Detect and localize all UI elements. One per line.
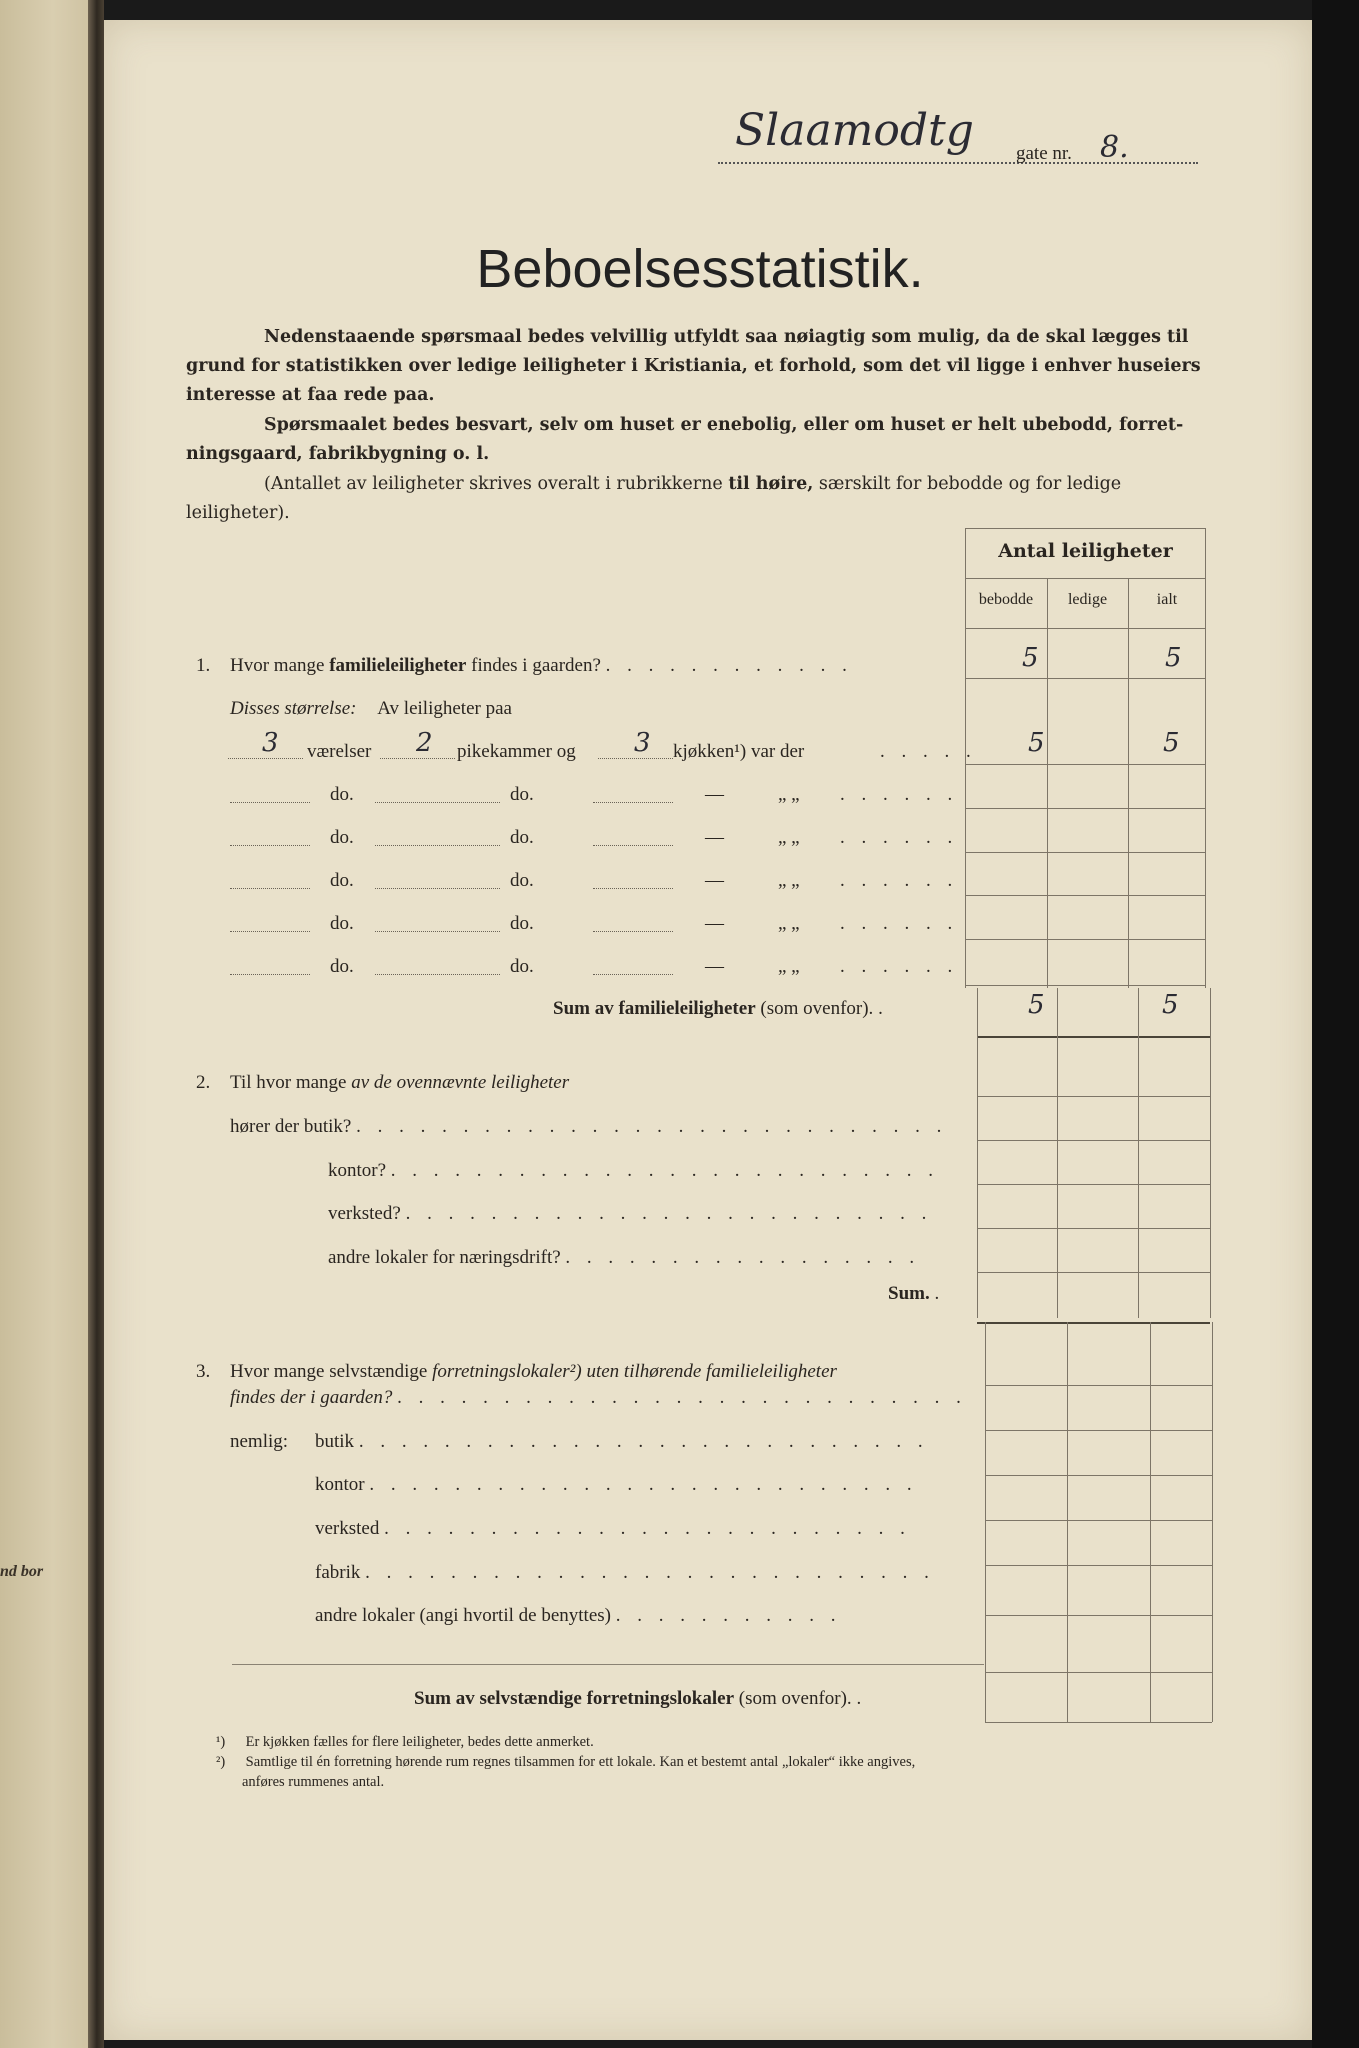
leader-dots: . bbox=[856, 1688, 868, 1709]
footnote-text: Samtlige til én forretning hørende rum regnes tilsammen for ett lokale. Kan et bestemt antal „lokaler“ ikke angives, bbox=[245, 1754, 916, 1770]
intro-line: ningsgaard, fabrikbygning o. l. bbox=[186, 444, 490, 464]
fill-line bbox=[598, 758, 673, 759]
intro-line bbox=[186, 470, 1201, 499]
q3-row-label: andre lokaler (angi hvortil de benyttes) bbox=[315, 1605, 611, 1626]
intro-text: særskilt for bebodde og for ledige bbox=[818, 474, 1122, 494]
q3-nemlig: nemlig: bbox=[230, 1431, 289, 1452]
q2-row-label: verksted? bbox=[328, 1203, 401, 1224]
q3-question-line2 bbox=[230, 1387, 967, 1409]
leader-dots: . . . . . . . . . . . bbox=[615, 1605, 842, 1626]
q3-row-fabrik bbox=[315, 1562, 935, 1584]
fill-line bbox=[228, 758, 303, 759]
intro-line: interesse at faa rede paa. bbox=[186, 385, 435, 405]
do-cell: do. bbox=[510, 827, 534, 848]
q2-row-kontor bbox=[328, 1160, 939, 1182]
leader-dots: . . . . . . . . . . . . . . . . . . . . . . . . . . bbox=[369, 1474, 918, 1495]
q2-text: Til hvor mange bbox=[230, 1072, 347, 1093]
do-cell: do. bbox=[330, 870, 354, 891]
q1-sum-text: (som ovenfor). bbox=[760, 998, 874, 1019]
col-header-ialt: ialt bbox=[1156, 591, 1178, 608]
q3-sum-text: (som ovenfor). bbox=[738, 1688, 852, 1709]
do-cell: do. bbox=[330, 784, 354, 805]
gate-label: gate nr. bbox=[1016, 143, 1072, 164]
kjokken-label: kjøkken¹) var der bbox=[673, 741, 805, 762]
q1-sum-bebodde-value: 5 bbox=[1028, 990, 1045, 1020]
leader-dots: . . . . . . . . . . . . . . . . . . . . . . . . . . . . bbox=[356, 1116, 948, 1137]
intro-paragraph-3 bbox=[186, 470, 1201, 528]
q1-text: findes i gaarden? bbox=[471, 655, 601, 676]
q1-bebodde-value: 5 bbox=[1022, 643, 1039, 673]
q3-row-verksted bbox=[315, 1518, 911, 1540]
q2-row-label: kontor? bbox=[328, 1160, 387, 1181]
q3-text-italic: forretningslokaler²) bbox=[432, 1361, 582, 1382]
vaerelser-label: værelser bbox=[307, 741, 372, 762]
sizes-label bbox=[230, 698, 512, 720]
leader-dots: . . . . . . bbox=[840, 827, 959, 848]
leader-dots: . . . . . . . . . . . . bbox=[605, 655, 853, 676]
footnotes bbox=[216, 1732, 1216, 1792]
q3-sum bbox=[414, 1688, 867, 1710]
do-cell: do. bbox=[510, 913, 534, 934]
q1-number: 1. bbox=[196, 655, 211, 676]
fill-line bbox=[380, 758, 455, 759]
leader-dots: . . . . . . . . . . . . . . . . . . . . . . . . . . . bbox=[397, 1387, 967, 1408]
ditto-cell: „ „ bbox=[778, 913, 800, 934]
footnote-text: anføres rummenes antal. bbox=[242, 1774, 385, 1790]
ditto-cell: „ „ bbox=[778, 784, 800, 805]
intro-text: (Antallet av leiligheter skrives overalt i rubrikkerne bbox=[264, 474, 723, 494]
intro-paragraph-1 bbox=[186, 323, 1201, 410]
gate-number-handwritten: 8. bbox=[1100, 130, 1129, 165]
q1-question bbox=[230, 655, 950, 677]
do-cell: do. bbox=[330, 913, 354, 934]
q1-sum-bold: Sum av familieleiligheter bbox=[553, 998, 756, 1019]
q2-row-butik bbox=[230, 1116, 947, 1138]
col-header-ledige: ledige bbox=[1067, 591, 1108, 608]
q2-text-italic: av de ovennævnte leiligheter bbox=[351, 1072, 570, 1093]
q2-number: 2. bbox=[196, 1072, 211, 1093]
leader-dots: . . . . . bbox=[880, 741, 977, 762]
vaerelser-value: 3 bbox=[262, 728, 279, 758]
left-page-fragment: nd bor bbox=[0, 1563, 44, 1580]
q1-sum-ialt-value: 5 bbox=[1162, 990, 1179, 1020]
street-name-handwritten: Slaamodtg bbox=[735, 105, 974, 156]
q2-sum bbox=[888, 1283, 945, 1305]
q3-row-andre bbox=[315, 1605, 841, 1627]
footnote-2 bbox=[216, 1752, 1216, 1772]
q3-row-label: kontor bbox=[315, 1474, 365, 1495]
q2-question bbox=[230, 1072, 569, 1094]
leader-dots: . . . . . . . . . . . . . . . . . . . . . . . . . . . bbox=[358, 1431, 929, 1452]
table-header-main: Antal leiligheter bbox=[998, 540, 1173, 562]
leader-dots: . . . . . . . . . . . . . . . . . . . . . . . . . bbox=[384, 1518, 911, 1539]
intro-line: leiligheter). bbox=[186, 503, 290, 523]
dash-cell: — bbox=[705, 956, 724, 977]
leader-dots: . . . . . . . . . . . . . . . . . . . . . . . . . . . bbox=[365, 1562, 935, 1583]
page-title: Beboelsesstatistik. bbox=[476, 239, 924, 299]
q2-sum-label: Sum. bbox=[888, 1283, 930, 1304]
q2-row-verksted bbox=[328, 1203, 932, 1225]
q1-text-bold: familieleiligheter bbox=[329, 655, 467, 676]
pikekammer-label: pikekammer og bbox=[457, 741, 576, 762]
leader-dots: . . . . . . bbox=[840, 913, 959, 934]
footnote-2-cont bbox=[216, 1772, 1216, 1792]
do-cell: do. bbox=[330, 827, 354, 848]
intro-paragraph-2 bbox=[186, 411, 1201, 469]
q3-sum-bold: Sum av selvstændige forretningslokaler bbox=[414, 1688, 735, 1709]
q1-ialt-value: 5 bbox=[1165, 643, 1182, 673]
do-cell: do. bbox=[330, 956, 354, 977]
q3-row-label: fabrik bbox=[315, 1562, 361, 1583]
pikekammer-value: 2 bbox=[416, 728, 433, 758]
do-cell: do. bbox=[510, 870, 534, 891]
leader-dots: . bbox=[878, 998, 889, 1019]
book-spine bbox=[88, 0, 104, 2048]
scan-background-right bbox=[1312, 0, 1359, 2048]
leader-dots: . . . . . . . . . . . . . . . . . . . . . . . . . . bbox=[390, 1160, 940, 1181]
size-row-ialt-value: 5 bbox=[1163, 728, 1180, 758]
leader-dots: . . . . . . bbox=[840, 784, 959, 805]
footnote-1 bbox=[216, 1732, 1216, 1752]
q3-row-label: verksted bbox=[315, 1518, 380, 1539]
do-cell: do. bbox=[510, 956, 534, 977]
previous-page-edge bbox=[0, 0, 88, 2048]
footnote-mark: ²) bbox=[216, 1754, 226, 1770]
ditto-cell: „ „ bbox=[778, 870, 800, 891]
q2-row-label: andre lokaler for næringsdrift? bbox=[328, 1247, 561, 1268]
dash-cell: — bbox=[705, 784, 724, 805]
footnote-text: Er kjøkken fælles for flere leiligheter, bedes dette anmerket. bbox=[245, 1734, 594, 1750]
leader-dots: . bbox=[934, 1283, 946, 1304]
dash-cell: — bbox=[705, 913, 724, 934]
q3-row-label: butik bbox=[315, 1431, 355, 1452]
intro-line: Spørsmaalet bedes besvart, selv om huset er enebolig, eller om huset er helt ubebodd, forret- bbox=[264, 415, 1184, 435]
q3-question bbox=[230, 1361, 837, 1383]
sizes-label-italic: Disses størrelse: bbox=[230, 698, 357, 719]
intro-line: Nedenstaaende spørsmaal bedes velvillig utfyldt saa nøiagtig som mulig, da de skal lægges til bbox=[264, 327, 1189, 347]
q3-text: Hvor mange selvstændige bbox=[230, 1361, 428, 1382]
dash-cell: — bbox=[705, 870, 724, 891]
q3-separator-line bbox=[232, 1664, 984, 1665]
q3-text-italic: uten tilhørende familieleiligheter bbox=[586, 1361, 837, 1382]
leader-dots: . . . . . . . . . . . . . . . . . bbox=[565, 1247, 921, 1268]
q3-number: 3. bbox=[196, 1361, 211, 1382]
q3-row-kontor bbox=[315, 1474, 918, 1496]
ditto-cell: „ „ bbox=[778, 956, 800, 977]
leader-dots: . . . . . . bbox=[840, 956, 959, 977]
intro-line: grund for statistikken over ledige leiligheter i Kristiania, et forhold, som det vil ligge i enhver huseiers bbox=[186, 356, 1201, 376]
q1-sum-label bbox=[553, 998, 889, 1020]
do-cell: do. bbox=[510, 784, 534, 805]
kjokken-value: 3 bbox=[634, 728, 651, 758]
q2-row-label: hører der butik? bbox=[230, 1116, 352, 1137]
ditto-cell: „ „ bbox=[778, 827, 800, 848]
q1-text: Hvor mange bbox=[230, 655, 325, 676]
q2-row-andre bbox=[328, 1247, 920, 1269]
leader-dots: . . . . . . . . . . . . . . . . . . . . . . . . . bbox=[405, 1203, 933, 1224]
q3-text-italic: findes der i gaarden? bbox=[230, 1387, 393, 1408]
size-row-bebodde-value: 5 bbox=[1028, 728, 1045, 758]
col-header-bebodde: bebodde bbox=[978, 591, 1034, 608]
q3-row-butik bbox=[315, 1431, 929, 1453]
footnote-mark: ¹) bbox=[216, 1734, 226, 1750]
intro-text-bold: til høire, bbox=[728, 474, 814, 494]
leader-dots: . . . . . . bbox=[840, 870, 959, 891]
dash-cell: — bbox=[705, 827, 724, 848]
sizes-label-text: Av leiligheter paa bbox=[377, 698, 512, 719]
